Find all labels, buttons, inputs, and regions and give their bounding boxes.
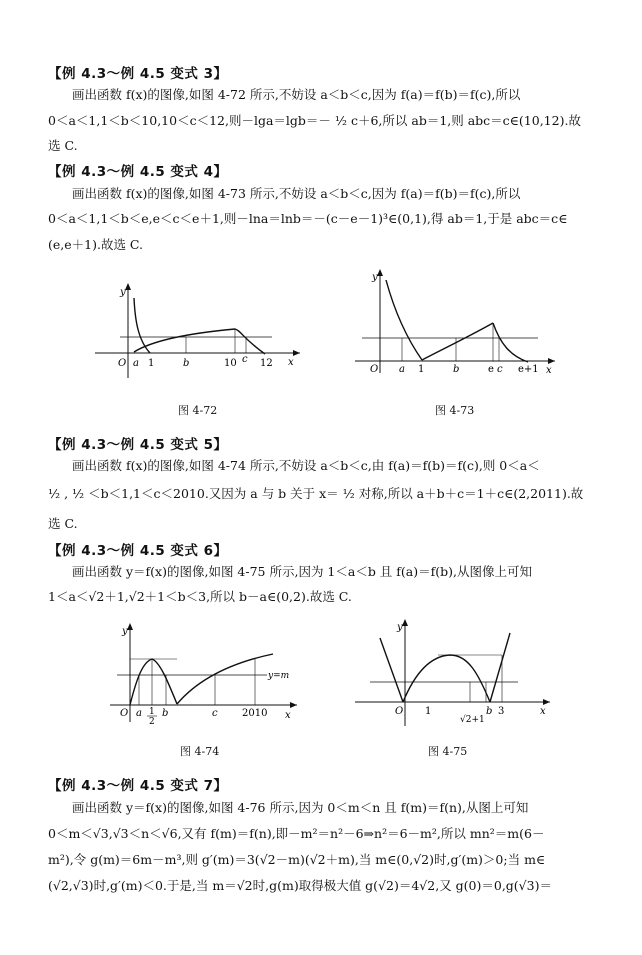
figure-caption: 图 4-75 (428, 745, 468, 758)
text-line: 画出函数 f(x)的图像,如图 4-74 所示,不妨设 a＜b＜c,由 f(a)＝f(b)＝f(c),则 0＜a＜ (72, 458, 540, 473)
text-line: 选 C. (48, 138, 78, 153)
tick-label: 12 (260, 358, 273, 369)
origin-label: O (370, 364, 379, 375)
tick-label: b (453, 364, 460, 375)
text-line: 画出函数 y＝f(x)的图像,如图 4-76 所示,因为 0＜m＜n 且 f(m)＝f(n),从图上可知 (72, 800, 529, 815)
tick-label: a (399, 364, 405, 375)
tick-label: 1 (148, 358, 155, 369)
tick-label: 3 (498, 706, 505, 717)
section-heading: 【例 4.3～例 4.5 变式 6】 (48, 543, 228, 559)
text-line: (e,e＋1).故选 C. (48, 237, 144, 252)
tick-label: e (488, 364, 494, 375)
figure-4-74 (105, 622, 305, 727)
tick-label: 1 (425, 706, 432, 717)
section-heading: 【例 4.3～例 4.5 变式 5】 (48, 437, 228, 453)
figure-4-75 (350, 618, 560, 730)
text-line: 画出函数 y＝f(x)的图像,如图 4-75 所示,因为 1＜a＜b 且 f(a)＝f(b),从图像上可知 (72, 564, 532, 579)
x-axis-label: x (285, 710, 291, 721)
figure-caption: 图 4-73 (435, 404, 475, 417)
y-axis-label: y (122, 626, 128, 637)
text-line: 0＜a＜1,1＜b＜e,e＜c＜e＋1,则－lna＝lnb＝－(c－e－1)³∈(0,1),得 ab＝1,于是 abc＝c∈ (48, 211, 568, 226)
origin-label: O (120, 708, 129, 719)
figure-4-73 (350, 268, 560, 378)
text-line: (√2,√3)时,g′(m)＜0.于是,当 m＝√2时,g(m)取得极大值 g(√2)＝4√2,又 g(0)＝0,g(√3)＝ (48, 878, 552, 893)
text-line: 画出函数 f(x)的图像,如图 4-73 所示,不妨设 a＜b＜c,因为 f(a)＝f(b)＝f(c),所以 (72, 186, 521, 201)
line-label: y=m (268, 671, 290, 681)
text-line: 0＜m＜√3,√3＜n＜√6,又有 f(m)＝f(n),即－m²＝n²－6⇒n²＝6－m²,所以 mn²＝m(6－ (48, 826, 545, 841)
tick-label: c (497, 364, 503, 375)
tick-label: 2 (149, 717, 155, 727)
section-heading: 【例 4.3～例 4.5 变式 4】 (48, 164, 228, 180)
tick-label: e+1 (518, 364, 539, 375)
tick-label: √2+1 (460, 715, 485, 725)
figure-4-72 (90, 280, 310, 380)
section-heading: 【例 4.3～例 4.5 变式 7】 (48, 778, 228, 794)
text-line: 1＜a＜√2＋1,√2＋1＜b＜3,所以 b－a∈(0,2).故选 C. (48, 589, 352, 604)
text-line: ½ , ½ ＜b＜1,1＜c＜2010.又因为 a 与 b 关于 x＝ ½ 对称,所以 a＋b＋c＝1＋c∈(2,2011).故 (48, 486, 584, 501)
tick-label: c (242, 354, 248, 365)
figure-caption: 图 4-74 (180, 745, 220, 758)
tick-label: c (212, 708, 218, 719)
y-axis-label: y (120, 287, 126, 298)
origin-label: O (395, 706, 404, 717)
x-axis-label: x (288, 357, 294, 368)
text-line: 选 C. (48, 516, 78, 531)
tick-label: b (183, 358, 190, 369)
x-axis-label: x (546, 365, 552, 376)
text-line: 0＜a＜1,1＜b＜10,10＜c＜12,则－lga＝lgb＝－ ½ c＋6,所以 ab＝1,则 abc＝c∈(10,12).故 (48, 113, 581, 128)
x-axis-label: x (540, 706, 546, 717)
text-line: m²),令 g(m)＝6m－m³,则 g′(m)＝3(√2－m)(√2＋m),当 m∈(0,√2)时,g′(m)＞0;当 m∈ (48, 852, 546, 867)
text-line: 画出函数 f(x)的图像,如图 4-72 所示,不妨设 a＜b＜c,因为 f(a)＝f(b)＝f(c),所以 (72, 87, 521, 102)
figure-caption: 图 4-72 (178, 404, 218, 417)
tick-label: b (162, 708, 169, 719)
tick-label: 2010 (242, 708, 268, 719)
tick-label: a (136, 708, 142, 719)
tick-label: a (133, 358, 139, 369)
tick-label: 1 (418, 364, 425, 375)
y-axis-label: y (372, 272, 378, 283)
tick-label: b (486, 706, 493, 717)
origin-label: O (118, 358, 127, 369)
tick-label: 10 (224, 358, 237, 369)
tick-label: 1 (149, 707, 155, 717)
section-heading: 【例 4.3～例 4.5 变式 3】 (48, 66, 228, 82)
y-axis-label: y (397, 622, 403, 633)
